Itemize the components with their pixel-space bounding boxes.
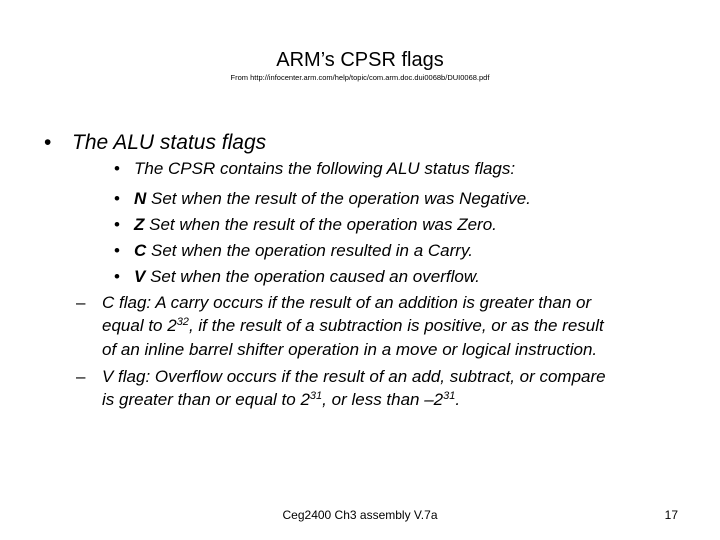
flag-description: Set when the operation resulted in a Carry. [146,241,473,260]
c-flag-line: C flag: A carry occurs if the result of an addition is greater than or [102,293,592,312]
bullet-icon: • [114,159,120,178]
v-flag-text: . [455,389,461,409]
flags-list-text [134,266,480,288]
v-flag-line: V flag: Overflow occurs if the result of an add, subtract, or compare [102,367,606,386]
flag-letter: N [134,189,147,208]
v-flag-paragraph [102,366,682,413]
dash-bullet: – [76,293,86,312]
slide-title: ARM’s CPSR flags [276,49,444,71]
v-flag-text: , or less than –2 [322,389,444,409]
exponent: 31 [309,389,323,402]
source-reference: From http://infocenter.arm.com/help/topic/com.arm.doc.dui0068b/DUI0068.pdf [230,73,490,82]
exponent: 32 [176,315,189,328]
exponent: 31 [443,389,456,402]
footer-course: Ceg2400 Ch3 assembly V.7a [282,508,438,522]
flag-description: Set when the result of the operation was Negative. [146,189,531,208]
heading-text: The ALU status flags [72,131,267,154]
flag-description: Set when the operation caused an overflow. [145,267,480,286]
flags-list-text [134,158,515,180]
c-flag-text: equal to 2 [102,315,177,335]
bullet-icon: • [114,215,120,234]
flag-description: The CPSR contains the following ALU status flags: [134,159,516,178]
c-flag-paragraph [102,292,682,362]
flag-letter: Z [134,215,145,234]
c-flag-text: , if the result of a subtraction is positive, or as the result [188,315,604,335]
c-flag-line [102,315,682,340]
flags-list-text [134,188,531,210]
page-number: 17 [664,508,678,522]
bullet-icon: • [114,241,120,260]
flag-description: Set when the result of the operation was Zero. [144,215,497,234]
bullet-icon: • [44,131,52,154]
dash-bullet: – [76,367,86,386]
flag-letter: C [134,241,147,260]
bullet-icon: • [114,189,120,208]
bullet-icon: • [114,267,120,286]
flags-list-text [134,240,473,262]
flag-letter: V [134,267,146,286]
c-flag-line: of an inline barrel shifter operation in a move or logical instruction. [102,340,598,359]
flags-list-text [134,214,497,236]
v-flag-text: is greater than or equal to 2 [102,389,310,409]
v-flag-line [102,389,682,414]
